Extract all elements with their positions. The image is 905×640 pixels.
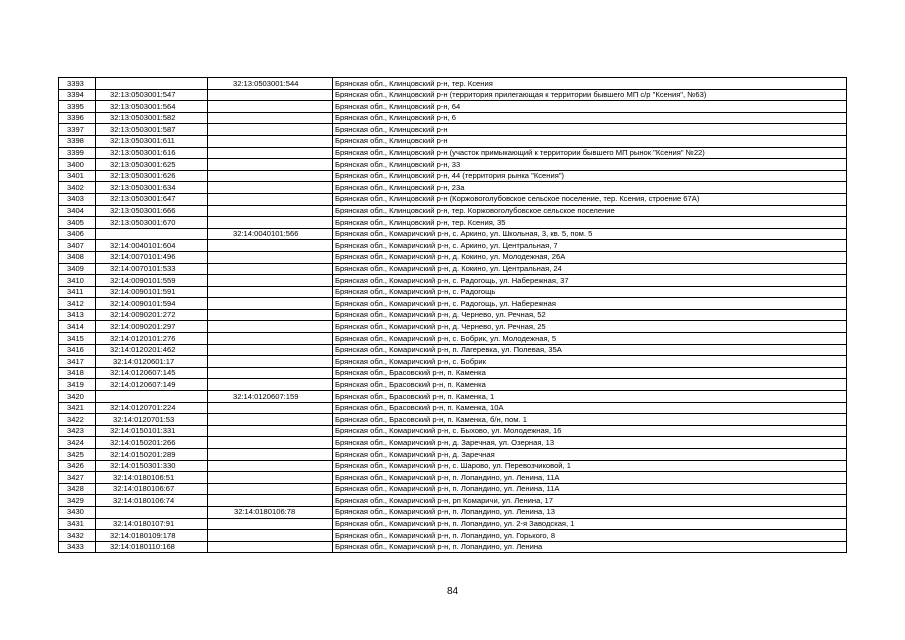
building-cadastral-number-cell — [208, 379, 333, 391]
cadastral-number-cell: 32:14:0150201:289 — [96, 449, 208, 461]
table-row — [59, 170, 847, 182]
table-row — [59, 147, 847, 159]
cadastral-number-cell: 32:13:0503001:564 — [96, 101, 208, 113]
table-row — [59, 414, 847, 426]
building-cadastral-number-cell — [208, 472, 333, 484]
address-cell: Брянская обл., Комаричский р-н, с. Радогощь, ул. Набережная, 37 — [333, 275, 847, 287]
cadastral-number-cell: 32:13:0503001:616 — [96, 147, 208, 159]
row-number-cell: 3426 — [59, 460, 96, 472]
row-number-cell: 3425 — [59, 449, 96, 461]
address-cell: Брянская обл., Комаричский р-н, п. Лопандино, ул. Ленина, 11А — [333, 483, 847, 495]
address-cell: Брянская обл., Комаричский р-н, п. Лопандино, ул. 2-я Заводская, 1 — [333, 518, 847, 530]
building-cadastral-number-cell — [208, 205, 333, 217]
row-number-cell: 3404 — [59, 205, 96, 217]
cadastral-number-cell: 32:13:0503001:666 — [96, 205, 208, 217]
row-number-cell: 3427 — [59, 472, 96, 484]
building-cadastral-number-cell — [208, 541, 333, 553]
table-row — [59, 182, 847, 194]
building-cadastral-number-cell — [208, 367, 333, 379]
building-cadastral-number-cell — [208, 425, 333, 437]
address-cell: Брянская обл., Комаричский р-н, д. Черневo, ул. Речная, 52 — [333, 309, 847, 321]
building-cadastral-number-cell — [208, 159, 333, 171]
table-row — [59, 425, 847, 437]
table-row — [59, 205, 847, 217]
building-cadastral-number-cell — [208, 344, 333, 356]
table-row — [59, 437, 847, 449]
table-row — [59, 159, 847, 171]
cadastral-number-cell: 32:14:0150101:331 — [96, 425, 208, 437]
address-cell: Брянская обл., Брасовский р-н, п. Каменка, б/н, пом. 1 — [333, 414, 847, 426]
table-row — [59, 460, 847, 472]
row-number-cell: 3394 — [59, 89, 96, 101]
cadastral-number-cell: 32:14:0150301:330 — [96, 460, 208, 472]
row-number-cell: 3423 — [59, 425, 96, 437]
building-cadastral-number-cell — [208, 251, 333, 263]
building-cadastral-number-cell — [208, 147, 333, 159]
table-row — [59, 240, 847, 252]
property-table — [58, 77, 847, 553]
table-row — [59, 367, 847, 379]
building-cadastral-number-cell — [208, 298, 333, 310]
table-row — [59, 101, 847, 113]
address-cell: Брянская обл., Клинцовский р-н, 23а — [333, 182, 847, 194]
row-number-cell: 3422 — [59, 414, 96, 426]
cadastral-number-cell — [96, 506, 208, 518]
row-number-cell: 3414 — [59, 321, 96, 333]
cadastral-number-cell: 32:14:0040101:604 — [96, 240, 208, 252]
row-number-cell: 3403 — [59, 193, 96, 205]
address-cell: Брянская обл., Комаричский р-н, с. Радогощь, ул. Набережная — [333, 298, 847, 310]
building-cadastral-number-cell — [208, 483, 333, 495]
table-row — [59, 483, 847, 495]
table-row — [59, 518, 847, 530]
cadastral-number-cell: 32:13:0503001:626 — [96, 170, 208, 182]
cadastral-number-cell: 32:14:0120701:224 — [96, 402, 208, 414]
table-row — [59, 472, 847, 484]
row-number-cell: 3424 — [59, 437, 96, 449]
address-cell: Брянская обл., Клинцовский р-н — [333, 135, 847, 147]
table-row — [59, 193, 847, 205]
building-cadastral-number-cell — [208, 89, 333, 101]
cadastral-number-cell: 32:14:0180107:91 — [96, 518, 208, 530]
cadastral-number-cell: 32:14:0180106:67 — [96, 483, 208, 495]
cadastral-number-cell: 32:13:0503001:611 — [96, 135, 208, 147]
table-row — [59, 356, 847, 368]
row-number-cell: 3419 — [59, 379, 96, 391]
table-row — [59, 124, 847, 136]
building-cadastral-number-cell — [208, 495, 333, 507]
row-number-cell: 3416 — [59, 344, 96, 356]
cadastral-number-cell: 32:14:0090201:297 — [96, 321, 208, 333]
cadastral-number-cell: 32:13:0503001:670 — [96, 217, 208, 229]
cadastral-number-cell: 32:14:0120201:462 — [96, 344, 208, 356]
row-number-cell: 3421 — [59, 402, 96, 414]
row-number-cell: 3401 — [59, 170, 96, 182]
cadastral-number-cell: 32:14:0150201:266 — [96, 437, 208, 449]
row-number-cell: 3409 — [59, 263, 96, 275]
address-cell: Брянская обл., Комаричский р-н, п. Лопандино, ул. Горького, 8 — [333, 530, 847, 542]
building-cadastral-number-cell — [208, 275, 333, 287]
cadastral-number-cell: 32:14:0120607:149 — [96, 379, 208, 391]
address-cell: Брянская обл., Клинцовский р-н, 44 (территория рынка "Ксения") — [333, 170, 847, 182]
row-number-cell: 3407 — [59, 240, 96, 252]
address-cell: Брянская обл., Комаричский р-н, с. Радогощь — [333, 286, 847, 298]
row-number-cell: 3406 — [59, 228, 96, 240]
row-number-cell: 3405 — [59, 217, 96, 229]
cadastral-number-cell: 32:14:0120601:17 — [96, 356, 208, 368]
address-cell: Брянская обл., Комаричский р-н, д. Кокино, ул. Центральная, 24 — [333, 263, 847, 275]
cadastral-number-cell: 32:14:0120607:145 — [96, 367, 208, 379]
row-number-cell: 3395 — [59, 101, 96, 113]
table-row — [59, 309, 847, 321]
row-number-cell: 3393 — [59, 78, 96, 90]
table-row — [59, 530, 847, 542]
table-row — [59, 321, 847, 333]
address-cell: Брянская обл., Комаричский р-н, с. Аркино, ул. Центральная, 7 — [333, 240, 847, 252]
cadastral-number-cell: 32:14:0090101:594 — [96, 298, 208, 310]
building-cadastral-number-cell — [208, 333, 333, 345]
property-table-body — [59, 78, 847, 553]
address-cell: Брянская обл., Комаричский р-н, п. Лопандино, ул. Ленина — [333, 541, 847, 553]
cadastral-number-cell: 32:14:0090101:591 — [96, 286, 208, 298]
building-cadastral-number-cell — [208, 193, 333, 205]
building-cadastral-number-cell — [208, 437, 333, 449]
cadastral-number-cell: 32:14:0070101:496 — [96, 251, 208, 263]
address-cell: Брянская обл., Комаричский р-н, с. Аркино, ул. Школьная, 3, кв. 5, пом. 5 — [333, 228, 847, 240]
cadastral-number-cell — [96, 228, 208, 240]
table-row — [59, 135, 847, 147]
cadastral-number-cell: 32:13:0503001:647 — [96, 193, 208, 205]
row-number-cell: 3410 — [59, 275, 96, 287]
address-cell: Брянская обл., Клинцовский р-н, тер. Коржовоголубовское сельское поселение — [333, 205, 847, 217]
cadastral-number-cell: 32:14:0120101:276 — [96, 333, 208, 345]
table-row — [59, 286, 847, 298]
address-cell: Брянская обл., Комаричский р-н, д. Чернево, ул. Речная, 25 — [333, 321, 847, 333]
row-number-cell: 3428 — [59, 483, 96, 495]
row-number-cell: 3430 — [59, 506, 96, 518]
table-row — [59, 391, 847, 403]
address-cell: Брянская обл., Комаричский р-н, рп Комаричи, ул. Ленина, 17 — [333, 495, 847, 507]
row-number-cell: 3431 — [59, 518, 96, 530]
address-cell: Брянская обл., Комаричский р-н, п. Лопандино, ул. Ленина, 11А — [333, 472, 847, 484]
table-row — [59, 333, 847, 345]
cadastral-number-cell: 32:14:0070101:533 — [96, 263, 208, 275]
cadastral-number-cell: 32:13:0503001:625 — [96, 159, 208, 171]
address-cell: Брянская обл., Комаричский р-н, п. Лагеревка, ул. Полевая, 35А — [333, 344, 847, 356]
address-cell: Брянская обл., Комаричский р-н, с. Быхово, ул. Молодежная, 16 — [333, 425, 847, 437]
building-cadastral-number-cell — [208, 402, 333, 414]
building-cadastral-number-cell — [208, 135, 333, 147]
row-number-cell: 3398 — [59, 135, 96, 147]
row-number-cell: 3408 — [59, 251, 96, 263]
row-number-cell: 3417 — [59, 356, 96, 368]
address-cell: Брянская обл., Брасовский р-н, п. Каменка, 10А — [333, 402, 847, 414]
cadastral-number-cell: 32:13:0503001:634 — [96, 182, 208, 194]
table-row — [59, 402, 847, 414]
address-cell: Брянская обл., Клинцовский р-н, тер. Ксения, 35 — [333, 217, 847, 229]
building-cadastral-number-cell — [208, 309, 333, 321]
table-row — [59, 263, 847, 275]
address-cell: Брянская обл., Комаричский р-н, д. Кокино, ул. Молодежная, 26А — [333, 251, 847, 263]
building-cadastral-number-cell — [208, 263, 333, 275]
building-cadastral-number-cell: 32:13:0503001:544 — [208, 78, 333, 90]
building-cadastral-number-cell — [208, 101, 333, 113]
cadastral-number-cell: 32:14:0090201:272 — [96, 309, 208, 321]
cadastral-number-cell: 32:14:0090101:559 — [96, 275, 208, 287]
table-row — [59, 506, 847, 518]
table-row — [59, 275, 847, 287]
building-cadastral-number-cell — [208, 217, 333, 229]
table-row — [59, 541, 847, 553]
cadastral-number-cell: 32:13:0503001:547 — [96, 89, 208, 101]
table-row — [59, 217, 847, 229]
table-row — [59, 379, 847, 391]
cadastral-number-cell: 32:14:0180106:51 — [96, 472, 208, 484]
row-number-cell: 3433 — [59, 541, 96, 553]
address-cell: Брянская обл., Комаричский р-н, д. Заречная, ул. Озерная, 13 — [333, 437, 847, 449]
cadastral-number-cell: 32:13:0503001:587 — [96, 124, 208, 136]
row-number-cell: 3413 — [59, 309, 96, 321]
table-row — [59, 251, 847, 263]
building-cadastral-number-cell — [208, 356, 333, 368]
building-cadastral-number-cell — [208, 414, 333, 426]
building-cadastral-number-cell: 32:14:0180106:78 — [208, 506, 333, 518]
table-row — [59, 112, 847, 124]
address-cell: Брянская обл., Комаричский р-н, д. Заречная — [333, 449, 847, 461]
cadastral-number-cell: 32:14:0180109:178 — [96, 530, 208, 542]
address-cell: Брянская обл., Комаричский р-н, с. Бобрик, ул. Молодежная, 5 — [333, 333, 847, 345]
building-cadastral-number-cell — [208, 240, 333, 252]
row-number-cell: 3397 — [59, 124, 96, 136]
row-number-cell: 3412 — [59, 298, 96, 310]
address-cell: Брянская обл., Клинцовский р-н, 6 — [333, 112, 847, 124]
row-number-cell: 3415 — [59, 333, 96, 345]
table-row — [59, 298, 847, 310]
row-number-cell: 3400 — [59, 159, 96, 171]
row-number-cell: 3402 — [59, 182, 96, 194]
building-cadastral-number-cell — [208, 518, 333, 530]
building-cadastral-number-cell — [208, 112, 333, 124]
address-cell: Брянская обл., Клинцовский р-н, тер. Ксения — [333, 78, 847, 90]
building-cadastral-number-cell — [208, 286, 333, 298]
address-cell: Брянская обл., Клинцовский р-н (территория прилегающая к территории бывшего МП с/р "Ксения", №63) — [333, 89, 847, 101]
address-cell: Брянская обл., Брасовский р-н, п. Каменка — [333, 367, 847, 379]
building-cadastral-number-cell: 32:14:0040101:566 — [208, 228, 333, 240]
address-cell: Брянская обл., Комаричский р-н, с. Шарово, ул. Перевозчиковой, 1 — [333, 460, 847, 472]
table-row — [59, 78, 847, 90]
building-cadastral-number-cell — [208, 530, 333, 542]
row-number-cell: 3429 — [59, 495, 96, 507]
building-cadastral-number-cell — [208, 449, 333, 461]
table-row — [59, 228, 847, 240]
cadastral-number-cell: 32:14:0180110:168 — [96, 541, 208, 553]
address-cell: Брянская обл., Брасовский р-н, п. Каменка, 1 — [333, 391, 847, 403]
table-row — [59, 89, 847, 101]
address-cell: Брянская обл., Клинцовский р-н — [333, 124, 847, 136]
cadastral-number-cell: 32:14:0120701:53 — [96, 414, 208, 426]
table-row — [59, 344, 847, 356]
address-cell: Брянская обл., Клинцовский р-н (участок примыкающий к территории бывшего МП рынок "Ксения" №22) — [333, 147, 847, 159]
cadastral-number-cell: 32:13:0503001:582 — [96, 112, 208, 124]
row-number-cell: 3396 — [59, 112, 96, 124]
row-number-cell: 3399 — [59, 147, 96, 159]
building-cadastral-number-cell — [208, 321, 333, 333]
table-row — [59, 449, 847, 461]
cadastral-number-cell — [96, 391, 208, 403]
address-cell: Брянская обл., Клинцовский р-н, 64 — [333, 101, 847, 113]
address-cell: Брянская обл., Брасовский р-н, п. Каменка — [333, 379, 847, 391]
building-cadastral-number-cell — [208, 124, 333, 136]
building-cadastral-number-cell — [208, 170, 333, 182]
building-cadastral-number-cell: 32:14:0120607:159 — [208, 391, 333, 403]
cadastral-number-cell — [96, 78, 208, 90]
row-number-cell: 3418 — [59, 367, 96, 379]
building-cadastral-number-cell — [208, 460, 333, 472]
cadastral-number-cell: 32:14:0180106:74 — [96, 495, 208, 507]
address-cell: Брянская обл., Клинцовский р-н (Коржовоголубовское сельское поселение, тер. Ксения, строение 67А) — [333, 193, 847, 205]
address-cell: Брянская обл., Комаричский р-н, п. Лопандино, ул. Ленина, 13 — [333, 506, 847, 518]
table-row — [59, 495, 847, 507]
address-cell: Брянская обл., Комаричский р-н, с. Бобрик — [333, 356, 847, 368]
building-cadastral-number-cell — [208, 182, 333, 194]
row-number-cell: 3432 — [59, 530, 96, 542]
row-number-cell: 3411 — [59, 286, 96, 298]
address-cell: Брянская обл., Клинцовский р-н, 33 — [333, 159, 847, 171]
row-number-cell: 3420 — [59, 391, 96, 403]
page-number: 84 — [446, 586, 459, 597]
